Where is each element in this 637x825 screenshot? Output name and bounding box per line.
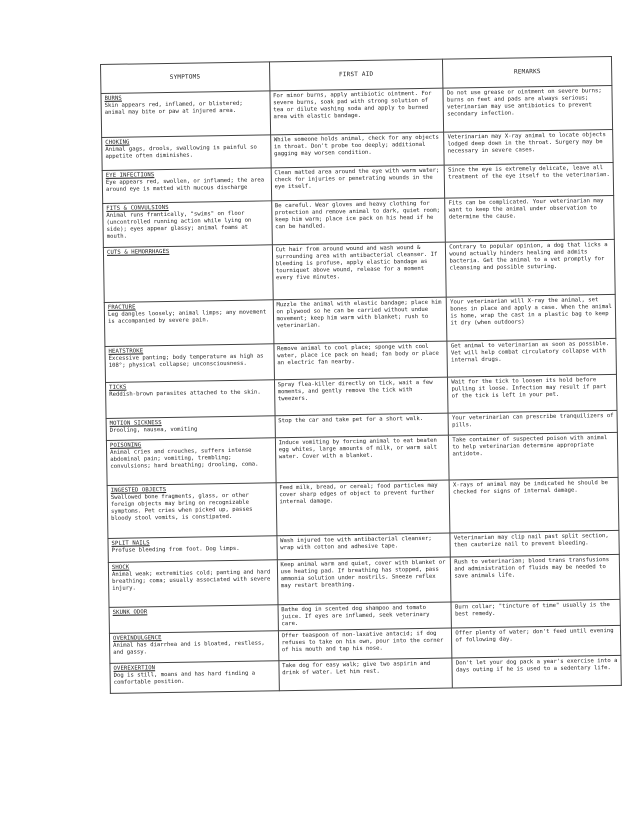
- first-aid-cell: For minor burns, apply antibiotic ointment. For severe burns, soak pad with strong solution of tea or dilute washing soda and apply to burned area with elastic bandage.: [270, 88, 444, 135]
- symptoms-cell: [102, 135, 271, 171]
- symptoms-cell: [109, 605, 278, 634]
- symptoms-text: Dog is still, moans and has hard finding a comfortable position.: [113, 671, 256, 687]
- condition-name: SKUNK ODOR: [112, 609, 148, 616]
- first-aid-cell: Stop the car and take pet for a short walk.: [275, 413, 449, 438]
- symptoms-text: Eye appears red, swollen, or inflamed; the area around eye is matted with mucous discharge: [105, 177, 265, 194]
- remarks-cell: Fits can be complicated. Your veterinarian may want to keep the animal under observation to determine the cause.: [445, 195, 614, 242]
- symptoms-cell: [106, 416, 275, 441]
- remarks-cell: Contrary to popular opinion, a dog that licks a wound actually hinders healing and admits bacteria. Get the animal to a vet promptly for cleansing and possible suturing.: [446, 239, 615, 297]
- remarks-cell: Veterinarian may clip nail past split section, then cauterize nail to prevent bleeding.: [450, 530, 619, 557]
- symptoms-text: Leg dangles loosely; animal limps; any movement is accompanied by severe pain.: [107, 309, 267, 326]
- condition-name: POISONING: [109, 442, 142, 449]
- remarks-cell: X-rays of animal may be indicated he should be checked for signs of internal damage.: [449, 477, 618, 533]
- table-row: [108, 554, 620, 607]
- condition-name: HEATSTROKE: [108, 348, 144, 355]
- remarks-cell: Do not use grease or ointment on severe burns; burns on feet and pads are always serious; veterinarian may use antibiotics to prevent secondary infection.: [443, 85, 612, 132]
- symptoms-cell: [101, 91, 270, 138]
- symptoms-text: Animal cries and crouches, suffers intense abdominal pain; vomiting, trembling; convulsions; hard breathing; drooling, coma.: [110, 447, 259, 471]
- remarks-cell: Get animal to veterinarian as soon as possible. Vet will help combat circulatory collapse with internal drugs.: [447, 338, 616, 377]
- table-row: [103, 239, 615, 302]
- symptoms-cell: [109, 631, 278, 664]
- condition-name: SHOCK: [111, 564, 130, 571]
- condition-name: MOTION SICKNESS: [109, 420, 162, 427]
- remarks-cell: Offer plenty of water; don't feed until evening of following day.: [452, 626, 621, 659]
- symptoms-text: Skin appears red, inflamed, or blistered; animal may bite or paw at injured area.: [104, 100, 243, 117]
- symptoms-cell: [106, 380, 275, 419]
- symptoms-cell: [107, 483, 276, 539]
- table-body: [101, 85, 621, 693]
- header-first-aid: FIRST AID: [269, 59, 443, 91]
- condition-name: BURNS: [104, 95, 122, 102]
- symptoms-cell: [108, 560, 277, 608]
- condition-name: TICKS: [109, 384, 127, 391]
- remarks-cell: Rush to veterinarian; blood trans transfusions and administration of fluids may be needed to save animals life.: [451, 554, 620, 602]
- condition-name: CUTS & HEMORRHAGES: [106, 248, 170, 256]
- first-aid-cell: Clean matted area around the eye with warm water; check for injuries or penetrating wounds in the eye itself.: [271, 165, 445, 201]
- remarks-cell: Veterinarian may X-ray animal to locate objects lodged deep down in the throat. Surgery may be necessary in severe cases.: [444, 129, 613, 165]
- condition-name: OVERINDULGENCE: [112, 635, 162, 643]
- condition-name: INGESTED OBJECTS: [110, 487, 167, 494]
- table-row: [106, 432, 618, 485]
- first-aid-cell: Cut hair from around wound and wash wound & surrounding area with antibacterial cleanser. If bleeding is profuse, apply elastic bandage as tourniquet above wound, release for a moment every five minutes.: [272, 242, 447, 300]
- symptoms-text: Swallowed bone fragments, glass, or other foreign objects may bring on recognizable symptoms. Pet cries when picked up, passes bloody stool vomits, is constipated.: [110, 492, 253, 523]
- condition-name: OVEREXERTION: [113, 665, 156, 673]
- condition-name: SPLIT NAILS: [111, 540, 150, 547]
- first-aid-chart-page: [100, 56, 622, 694]
- symptoms-cell: [103, 245, 272, 303]
- first-aid-cell: Wash injured toe with antibacterial cleanser; wrap with cotton and adhesive tape.: [277, 533, 451, 560]
- remarks-cell: Don't let your dog pack a year's exercise into a days outing if he is used to a sedentary life.: [452, 656, 621, 689]
- first-aid-cell: While someone holds animal, check for any objects in throat. Don't probe too deeply; additional gagging may worsen condition.: [270, 132, 444, 168]
- first-aid-cell: Feed milk, bread, or cereal; food particles may cover sharp edges of object to prevent further internal damage.: [276, 480, 451, 536]
- first-aid-cell: Induce vomiting by forcing animal to eat beaten egg whites, large amounts of milk, or warm salt water. Cover with a blanket.: [275, 435, 449, 483]
- header-remarks: REMARKS: [443, 56, 612, 88]
- condition-name: CHOKING: [105, 139, 130, 146]
- first-aid-cell: Take dog for easy walk; give two aspirin and drink of water. Let him rest.: [279, 658, 453, 691]
- first-aid-cell: Keep animal warm and quiet, cover with blanket or use heating pad. If breathing has stopped, pass ammonia solution under nostrils. Sneeze reflex may restart breathing.: [277, 557, 451, 605]
- first-aid-cell: Offer teaspoon of non-laxative antacid; if dog refuses to take on his own, pour into the corner of his mouth and tap his nose.: [278, 628, 452, 661]
- symptoms-text: Animal runs frantically, "swims" on floor (uncontrolled running action while lying on side); eyes appear glassy; animal foams at mouth.: [106, 210, 252, 241]
- symptoms-cell: [103, 201, 272, 248]
- symptoms-cell: [105, 344, 274, 383]
- remarks-cell: Take container of suspected poison with animal to help veterinarian determine appropriate antidote.: [449, 432, 618, 480]
- symptoms-cell: [110, 661, 279, 694]
- symptoms-text: Drooling, nausea, vomiting: [109, 426, 198, 434]
- symptoms-text: Animal gags, drools, swallowing is painful so appetite often diminishes.: [105, 144, 257, 161]
- table-row: [107, 477, 619, 538]
- condition-name: FITS & CONVULSIONS: [106, 204, 169, 212]
- header-symptoms: SYMPTOMS: [101, 62, 270, 94]
- first-aid-cell: Spray flea-killer directly on tick, wait a few moments, and gently remove the tick with tweezers.: [274, 377, 448, 416]
- first-aid-cell: Bathe dog in scented dog shampoo and tomato juice. If eyes are inflamed, seek veterinary care.: [278, 602, 452, 631]
- symptoms-cell: [106, 438, 275, 486]
- condition-name: EYE INFECTIONS: [105, 172, 155, 179]
- first-aid-cell: Remove animal to cool place; sponge with cool water, place ice pack on head; fan body or place an electric fan nearby.: [274, 341, 448, 380]
- remarks-cell: Wait for the tick to loosen its hold before pulling it loose. Infection may result if part of the tick is left in your pet.: [448, 374, 617, 413]
- remarks-cell: Your veterinarian can prescribe tranquilizers of pills.: [448, 410, 617, 435]
- symptoms-cell: [102, 168, 271, 204]
- remarks-cell: Burn collar; "tincture of time" usually is the best remedy.: [451, 599, 620, 628]
- symptoms-text: Excessive panting; body temperature as high as 108°; physical collapse; unconsciousness.: [108, 353, 264, 370]
- condition-name: FRACTURE: [107, 304, 136, 311]
- symptoms-cell: [104, 300, 273, 347]
- remarks-cell: Your veterinarian will X-ray the animal, set bones in place and apply a case. When the animal is home, wrap the cast in a plastic bag to keep it dry (when outdoors): [447, 294, 616, 341]
- symptoms-text: Profuse bleeding from foot. Dog limps.: [111, 545, 240, 554]
- first-aid-table: [100, 56, 622, 694]
- symptoms-cell: [108, 536, 277, 563]
- remarks-cell: Since the eye is extremely delicate, leave all treatment of the eye itself to the veterinarian.: [444, 162, 613, 198]
- symptoms-text: Reddish-brown parasites attached to the skin.: [109, 389, 261, 398]
- symptoms-text: Animal has diarrhea and is bloated, restless, and gassy.: [113, 640, 265, 657]
- first-aid-cell: Muzzle the animal with elastic bandage; place him on plywood so he can be carried without undue movement; keep him warm with blanket; rush to veterinarian.: [273, 297, 447, 344]
- symptoms-text: Animal weak; extremities cold; panting and hard breathing; coma; usually associated with severe injury.: [111, 569, 271, 593]
- first-aid-cell: Be careful. Wear gloves and heavy clothing for protection and remove animal to dark, quiet room; keep him warm; place ice pack on his head if he can be handled.: [271, 198, 445, 245]
